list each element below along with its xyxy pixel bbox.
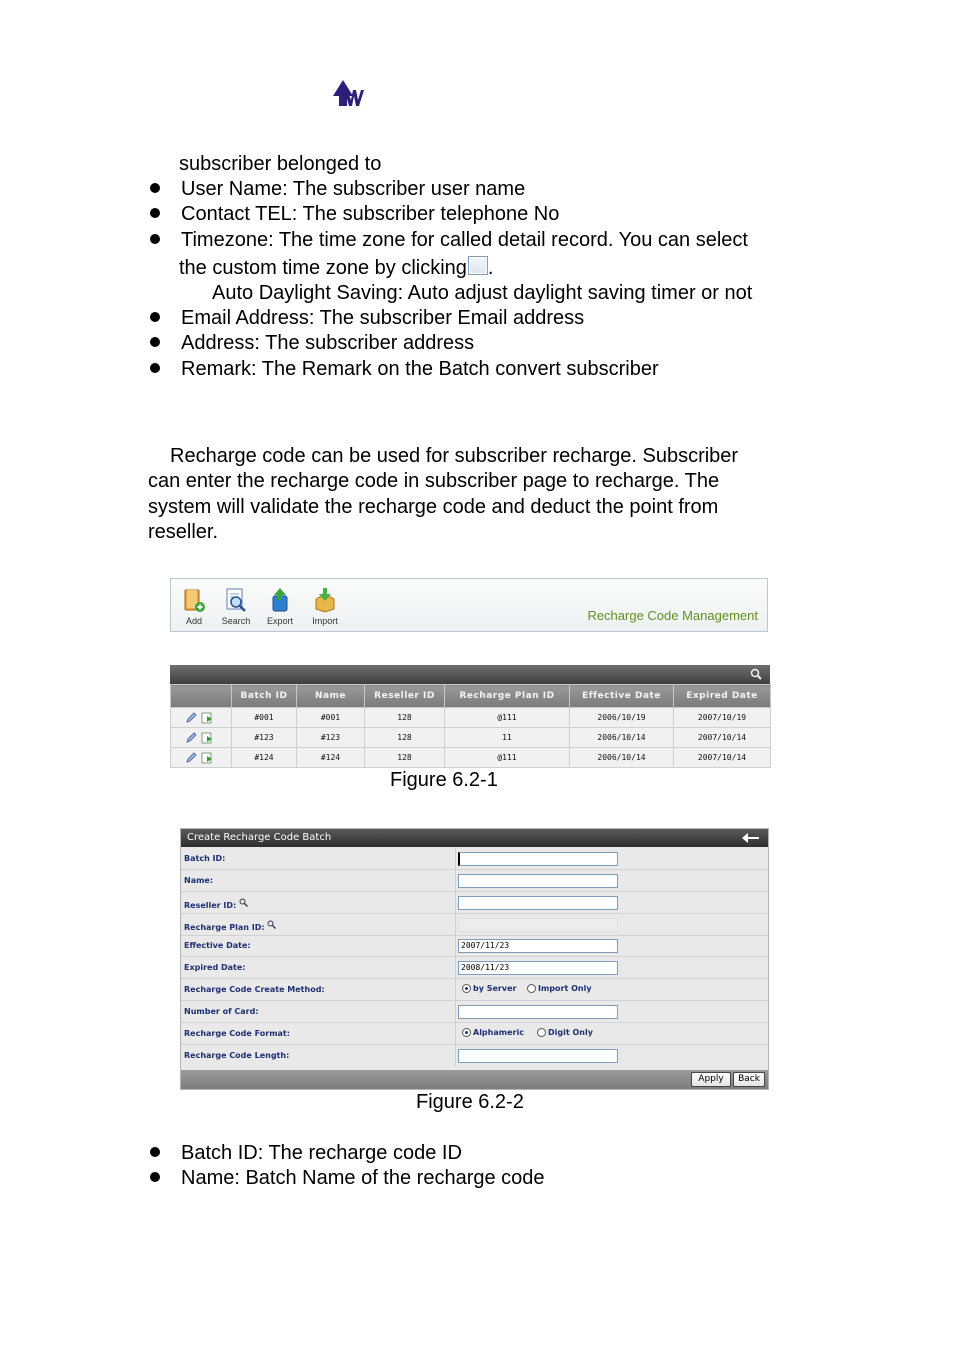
bullet-dot (150, 234, 160, 244)
col-expired-date[interactable]: Expired Date (674, 685, 771, 708)
toolbar-title: Recharge Code Management (587, 608, 758, 623)
form-footer (181, 1070, 768, 1089)
recharge-plan-id-label (184, 920, 276, 932)
row-divider (455, 979, 456, 1000)
recharge-plan-id-input (458, 918, 618, 932)
by-server-label: by Server (473, 984, 517, 993)
row-actions (171, 748, 232, 768)
form-row-reseller-id (181, 892, 768, 914)
cell-batch-id: #123 (232, 728, 297, 748)
number-of-card-label: Number of Card: (184, 1007, 259, 1016)
search-doc-icon (224, 587, 248, 613)
cell-reseller-id: 128 (365, 708, 445, 728)
export-label: Export (266, 616, 293, 626)
export-icon (268, 587, 292, 613)
table-row (171, 728, 771, 748)
bullet-remark: Remark: The Remark on the Batch convert subscriber (181, 358, 659, 380)
recharge-plan-lookup-icon[interactable] (267, 920, 276, 929)
bullet-dot (150, 337, 160, 347)
timezone-line-2 (179, 256, 493, 280)
code-length-label: Recharge Code Length: (184, 1051, 290, 1060)
import-label: Import (312, 616, 338, 626)
edit-icon[interactable] (185, 752, 197, 764)
cell-batch-id: #124 (232, 748, 297, 768)
company-logo-icon (331, 78, 367, 108)
cell-effective-date: 2006/10/19 (570, 708, 674, 728)
bullet-email: Email Address: The subscriber Email address (181, 307, 585, 329)
radio-unselected-icon (527, 984, 536, 993)
cell-name: #001 (297, 708, 365, 728)
search-label: Search (221, 616, 251, 626)
bullet-dot (150, 1147, 160, 1157)
code-format-label: Recharge Code Format: (184, 1029, 290, 1038)
radio-by-server[interactable] (462, 984, 516, 993)
digit-only-label: Digit Only (548, 1028, 593, 1037)
back-arrow-icon[interactable] (742, 832, 760, 844)
back-button[interactable]: Back (733, 1072, 765, 1087)
bullet-dot (150, 183, 160, 193)
col-recharge-plan-id[interactable]: Recharge Plan ID (445, 685, 570, 708)
cell-recharge-plan-id: 11 (445, 728, 570, 748)
cell-reseller-id: 128 (365, 748, 445, 768)
reseller-lookup-icon[interactable] (239, 898, 248, 907)
table-header-row (171, 685, 771, 708)
col-reseller-id[interactable]: Reseller ID (365, 685, 445, 708)
detail-icon[interactable] (201, 752, 213, 764)
detail-icon[interactable] (201, 732, 213, 744)
intro-line-4: reseller. (148, 521, 219, 543)
custom-timezone-icon (468, 256, 488, 275)
add-folder-icon (182, 587, 206, 613)
number-of-card-input[interactable] (458, 1005, 618, 1019)
import-icon (313, 587, 337, 613)
radio-alphameric[interactable] (462, 1028, 524, 1037)
cell-expired-date: 2007/10/19 (674, 708, 771, 728)
row-divider (455, 892, 456, 913)
form-row-code-length (181, 1045, 768, 1067)
create-batch-form (180, 828, 769, 1090)
bullet-name: Name: Batch Name of the recharge code (181, 1167, 545, 1189)
table-row (171, 748, 771, 768)
daylight-saving-text: Auto Daylight Saving: Auto adjust daylight saving timer or not (212, 282, 753, 304)
col-actions (171, 685, 232, 708)
effective-date-label: Effective Date: (184, 941, 251, 950)
radio-selected-icon (462, 1028, 471, 1037)
cell-expired-date: 2007/10/14 (674, 748, 771, 768)
import-button[interactable] (304, 587, 346, 626)
bullet-dot (150, 363, 160, 373)
form-row-name (181, 870, 768, 892)
radio-import-only[interactable] (527, 984, 592, 993)
form-row-expired-date (181, 957, 768, 979)
reseller-id-input[interactable] (458, 896, 618, 910)
bullet-user-name: User Name: The subscriber user name (181, 178, 526, 200)
create-method-label: Recharge Code Create Method: (184, 985, 325, 994)
cell-recharge-plan-id: @111 (445, 748, 570, 768)
row-divider (455, 870, 456, 891)
intro-line-2: can enter the recharge code in subscriber page to recharge. The (148, 470, 720, 492)
row-divider (455, 848, 456, 869)
bullet-dot (150, 312, 160, 322)
detail-icon[interactable] (201, 712, 213, 724)
name-label: Name: (184, 876, 214, 885)
edit-icon[interactable] (185, 712, 197, 724)
bullet-batch-id: Batch ID: The recharge code ID (181, 1142, 462, 1164)
bullet-address: Address: The subscriber address (181, 332, 475, 354)
expired-date-label: Expired Date: (184, 963, 246, 972)
cell-effective-date: 2006/10/14 (570, 728, 674, 748)
search-icon[interactable] (750, 668, 762, 680)
batch-id-label: Batch ID: (184, 854, 226, 863)
table-row (171, 708, 771, 728)
row-divider (455, 1001, 456, 1022)
recharge-plan-id-label-text: Recharge Plan ID: (184, 923, 265, 932)
cell-recharge-plan-id: @111 (445, 708, 570, 728)
add-label: Add (185, 616, 202, 626)
form-row-effective-date (181, 935, 768, 957)
bullet-contact-tel: Contact TEL: The subscriber telephone No (181, 203, 560, 225)
figure-caption-2: Figure 6.2-2 (416, 1091, 524, 1113)
figure-caption-1: Figure 6.2-1 (390, 769, 498, 791)
form-row-create-method (181, 979, 768, 1001)
radio-unselected-icon (537, 1028, 546, 1037)
form-title: Create Recharge Code Batch (181, 829, 768, 847)
radio-selected-icon (462, 984, 471, 993)
bullet-dot (150, 1172, 160, 1182)
row-actions (171, 708, 232, 728)
col-batch-id[interactable]: Batch ID (232, 685, 297, 708)
export-button[interactable] (259, 587, 301, 626)
recharge-code-table (170, 684, 771, 768)
effective-date-input[interactable]: 2007/11/23 (458, 939, 618, 953)
col-effective-date[interactable]: Effective Date (570, 685, 674, 708)
cell-name: #123 (297, 728, 365, 748)
intro-line-3: system will validate the recharge code and deduct the point from (148, 496, 719, 518)
code-length-input[interactable] (458, 1049, 618, 1063)
form-row-number-of-card (181, 1001, 768, 1023)
bullet-timezone: Timezone: The time zone for called detail record. You can select (181, 229, 748, 251)
form-row-code-format (181, 1023, 768, 1045)
reseller-id-label (184, 898, 248, 910)
cell-reseller-id: 128 (365, 728, 445, 748)
row-divider (455, 935, 456, 956)
search-button[interactable] (215, 587, 257, 626)
recharge-toolbar (170, 578, 768, 632)
row-divider (455, 1023, 456, 1044)
cell-effective-date: 2006/10/14 (570, 748, 674, 768)
edit-icon[interactable] (185, 732, 197, 744)
cell-name: #124 (297, 748, 365, 768)
bullet-dot (150, 208, 160, 218)
form-row-batch-id (181, 848, 768, 870)
col-name[interactable]: Name (297, 685, 365, 708)
import-only-label: Import Only (538, 984, 592, 993)
row-divider (455, 1045, 456, 1067)
reseller-id-label-text: Reseller ID: (184, 901, 237, 910)
add-button[interactable] (173, 587, 215, 626)
grid-search-bar (170, 665, 770, 684)
alphameric-label: Alphameric (473, 1028, 524, 1037)
row-divider (455, 957, 456, 978)
radio-digit-only[interactable] (537, 1028, 593, 1037)
row-actions (171, 728, 232, 748)
apply-button[interactable]: Apply (691, 1072, 731, 1087)
row-divider (455, 914, 456, 935)
continuation-text: subscriber belonged to (179, 153, 382, 175)
cell-batch-id: #001 (232, 708, 297, 728)
intro-line-1: Recharge code can be used for subscriber recharge. Subscriber (170, 445, 739, 467)
expired-date-input[interactable]: 2008/11/23 (458, 961, 618, 975)
timezone-period: . (487, 257, 494, 279)
timezone-line-2-text: the custom time zone by clicking (179, 257, 467, 279)
cell-expired-date: 2007/10/14 (674, 728, 771, 748)
name-input[interactable] (458, 874, 618, 888)
form-row-recharge-plan-id (181, 914, 768, 936)
batch-id-input[interactable] (458, 852, 618, 866)
